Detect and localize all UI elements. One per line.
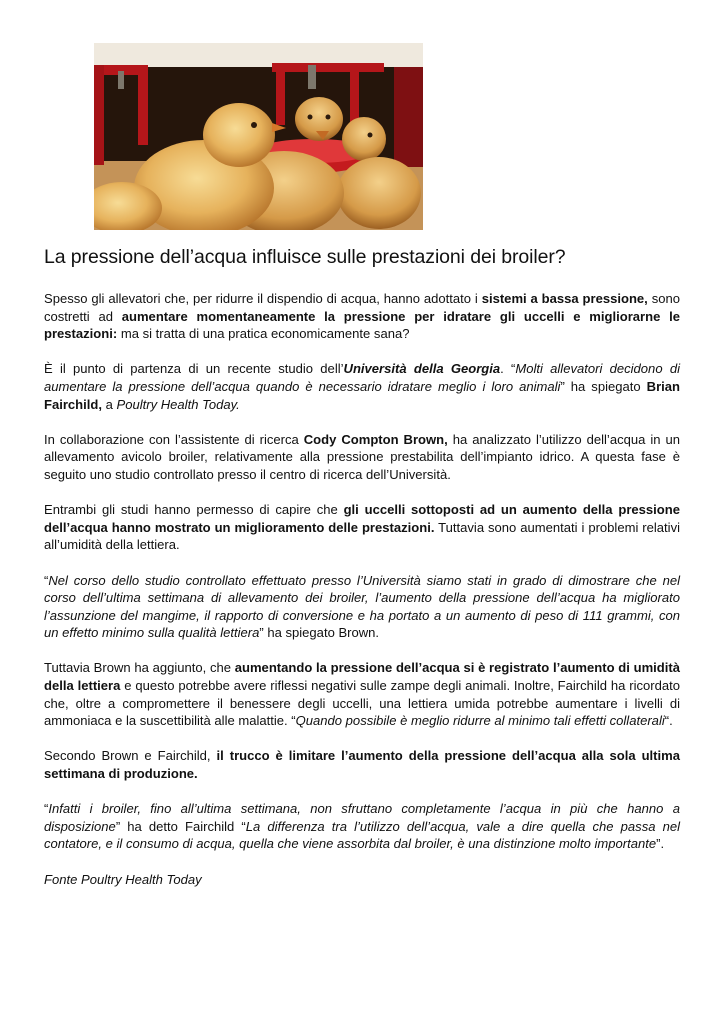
text: ” ha spiegato (560, 378, 647, 394)
bold-text: il trucco è limitare l’aumento della pressione dell’acqua alla sola ultima settimana di produzione. (44, 748, 680, 782)
bold-text: gli uccelli sottoposti ad un aumento della pressione dell’acqua hanno mostrato un miglioramento delle prestazioni. (44, 502, 681, 535)
paragraph-1 (44, 290, 680, 343)
text: ha analizzato l’utilizzo dell’acqua in un allevamento avicolo broiler, relativamente alla pressione prestabilita dell’impianto idrico. A questa fase è seguito uno studio controllato presso il centro di ricerca dell’Università. (44, 431, 680, 482)
quote-text: La differenza tra l’utilizzo dell’acqua, vale a dire quella che passa nel contatore, e il consumo di acqua, quella che viene assorbita dal broiler, è una distinzione molto importante (44, 818, 680, 852)
bold-text: sistemi a bassa pressione, (481, 291, 648, 306)
text: ” ha detto Fairchild “ (115, 818, 246, 834)
paragraph-2 (44, 360, 680, 413)
chicks-photo (94, 43, 423, 230)
text: ” ha spiegato Brown. (259, 625, 380, 641)
quote-text: Quando possibile è meglio ridurre al minimo tali effetti collaterali (295, 713, 665, 729)
quote-text: Infatti i broiler, fino all’ultima settimana, non sfruttano completamente l’acqua in più che hanno a disposizione (44, 801, 680, 834)
paragraph-8 (44, 800, 680, 853)
text: Tuttavia sono aumentati i problemi relativi all’umidità della lettiera. (44, 519, 680, 553)
text: Entrambi gli studi hanno permesso di capire che (44, 502, 344, 518)
text: ”. (656, 836, 665, 852)
university-name: Università della Georgia (343, 361, 501, 377)
text: sono costretti ad (44, 291, 680, 324)
paragraph-5 (44, 572, 680, 642)
chicks-drinker-illustration (94, 43, 423, 230)
paragraph-7 (44, 747, 680, 782)
text: e questo potrebbe avere riflessi negativi sulle zampe degli animali. Inoltre, Fairchild ha ricordato che, oltre a compromettere il benessere degli uccelli, una lettiera umida potrebbe aumentare i livelli di ammoniaca e la suscettibilità alle malattie. “ (44, 678, 680, 729)
text: In collaborazione con l’assistente di ricerca (44, 431, 304, 447)
text: Tuttavia Brown ha aggiunto, che (44, 660, 235, 676)
text: È il punto di partenza di un recente studio dell’ (44, 361, 344, 377)
text: Spesso gli allevatori che, per ridurre il dispendio di acqua, hanno adottato i (44, 291, 482, 306)
bold-text: aumentare momentaneamente la pressione per idratare gli uccelli e migliorarne le prestazioni: (44, 308, 680, 342)
text: “. (664, 713, 673, 729)
source-line (44, 871, 680, 889)
text: . “ (500, 361, 516, 377)
text: ma si tratta di una pratica economicamente sana? (117, 326, 410, 342)
paragraph-3 (44, 431, 680, 484)
text: Secondo Brown e Fairchild, (44, 748, 217, 764)
paragraph-4 (44, 501, 680, 554)
quote-text: Nel corso dello studio controllato effettuato presso l’Università siamo stati in grado di dimostrare che nel corso dell’ultima settimana di allevamento dei broiler, l’aumento della pressione dell’acqua ha migliorato l’assunzione del mangime, il rapporto di conversione e ha portato a un aumento di peso di 111 grammi, con un effetto minimo sulla qualità lettiera (44, 572, 680, 641)
person-name: Cody Compton Brown, (303, 431, 448, 447)
article-body (44, 290, 680, 906)
quote-text: Molti allevatori decidono di aumentare la pressione dell’acqua quando è necessario idratare meglio i loro animali (44, 361, 680, 394)
text: a (102, 396, 117, 412)
source-text: Fonte Poultry Health Today (44, 871, 202, 887)
text: “ (44, 572, 49, 588)
publication-name: Poultry Health Today. (116, 396, 240, 412)
bold-text: aumentando la pressione dell’acqua si è registrato l’aumento di umidità della lettiera (44, 660, 680, 694)
text: “ (44, 801, 49, 817)
paragraph-6 (44, 659, 680, 729)
article-title: La pressione dell’acqua influisce sulle prestazioni dei broiler? (44, 246, 566, 268)
person-name: Brian Fairchild, (44, 378, 680, 412)
